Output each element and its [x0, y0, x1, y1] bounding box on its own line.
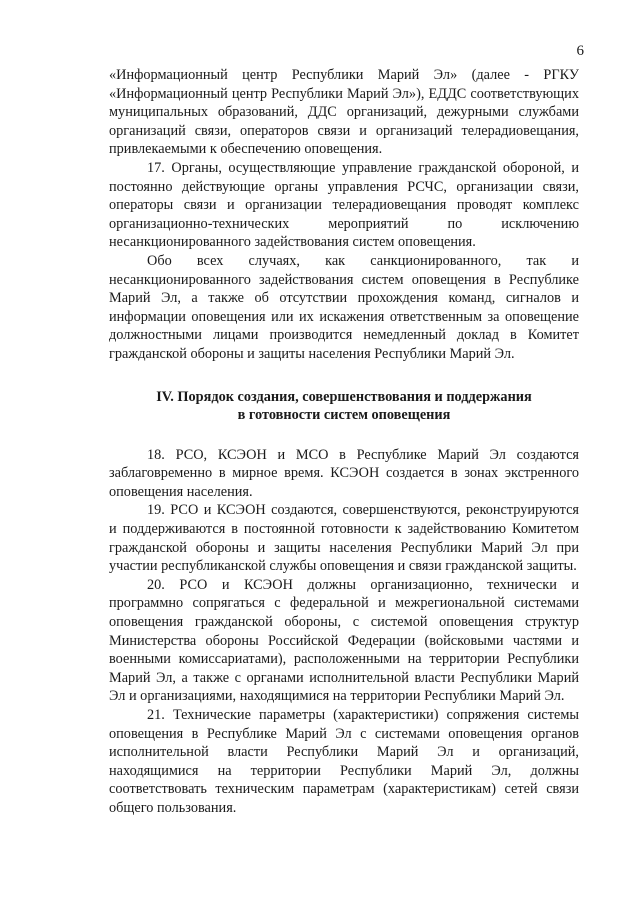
- page-number: 6: [576, 43, 584, 59]
- section-heading: [109, 388, 579, 425]
- document-body: [109, 66, 579, 818]
- paragraph-18: 18. РСО, КСЭОН и МСО в Республике Марий Эл создаются заблаговременно в мирное время. КСЭОН создается в зонах экстренного оповещения населения.: [109, 446, 579, 500]
- section-heading-line-2: в готовности систем оповещения: [237, 407, 451, 424]
- paragraph-21: 21. Технические параметры (характеристики) сопряжения системы оповещения в Республике Марий Эл с системами оповещения органов исполнительной власти Республики Марий Эл и организаций, находящимися на территории Республики Марий Эл, должны соответствовать техническим параметрам (характеристикам) сетей связи общего пользования.: [109, 707, 579, 816]
- paragraph-20: 20. РСО и КСЭОН должны организационно, технически и программно сопрягаться с федеральной и межрегиональной системами оповещения гражданской обороны, с системой оповещения структур Министерства обороны Российской Федерации (войсковыми частями и военными комиссариатами), расположенными на территории Республики Марий Эл, а также с органами исполнительной власти Республики Марий Эл и организациями, находящимися на территории Республики Марий Эл.: [109, 576, 579, 705]
- paragraph-17-reporting: Обо всех случаях, как санкционированного, так и несанкционированного задействования систем оповещения в Республике Марий Эл, а также об отсутствии прохождения команд, сигналов и информации оповещения или их искажения ответственным за оповещение должностными лицами производится немедленный доклад в Комитет гражданской обороны и защиты населения Республики Марий Эл.: [109, 252, 579, 362]
- paragraph-intro-continuation: «Информационный центр Республики Марий Эл» (далее - РГКУ «Информационный центр Республики Марий Эл»), ЕДДС соответствующих муниципальных образований, ДДС организаций, дежурными службами организаций связи, операторов связи и организаций телерадиовещания, привлекаемыми к обеспечению оповещения.: [109, 67, 579, 158]
- section-heading-line-1: IV. Порядок создания, совершенствования и поддержания: [156, 388, 532, 405]
- paragraph-17: 17. Органы, осуществляющие управление гражданской обороной, и постоянно действующие органы управления РСЧС, организации связи, операторы связи и организации телерадиовещания проводят комплекс организационно-технических мероприятий по исключению несанкционированного задействования систем оповещения.: [109, 159, 579, 251]
- paragraph-19: 19. РСО и КСЭОН создаются, совершенствуются, реконструируются и поддерживаются в постоянной готовности к задействованию Комитетом гражданской обороны и защиты населения Республики Марий Эл при участии республиканской службы оповещения и связи гражданской защиты.: [109, 502, 579, 575]
